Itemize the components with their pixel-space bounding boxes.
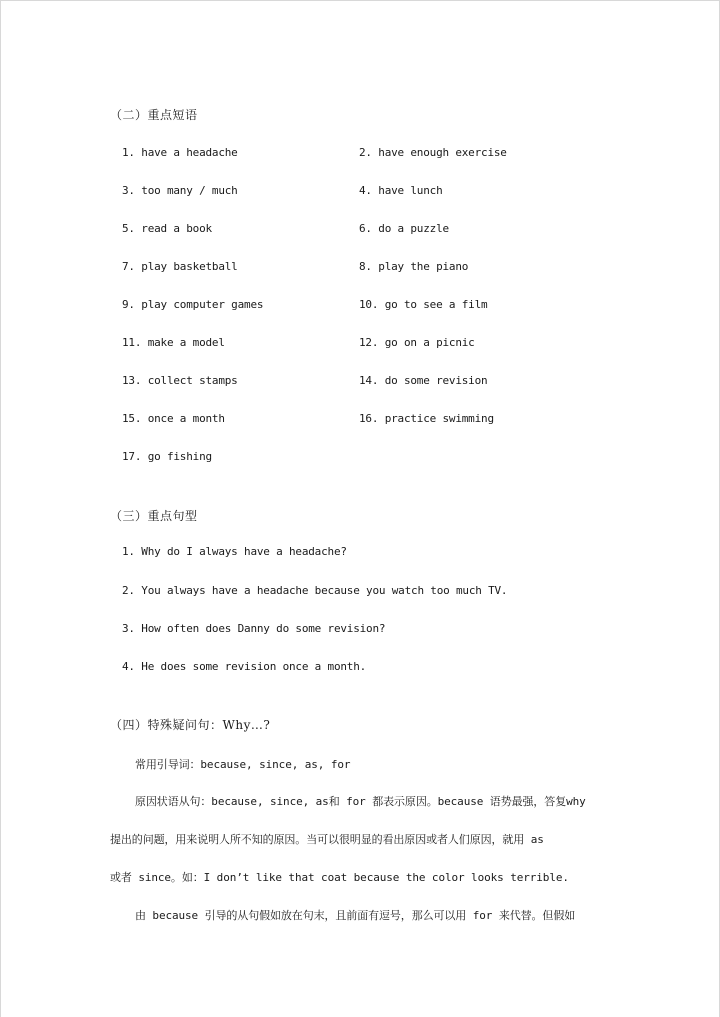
phrase-item: 5. read a book [122, 222, 212, 235]
phrase-item: 9. play computer games [122, 298, 264, 311]
section-2-heading: （二）重点短语 [110, 108, 198, 122]
section-4-heading: （四）特殊疑问句：Why…? [110, 718, 271, 732]
phrase-item: 12. go on a picnic [359, 336, 475, 349]
page-border-left [0, 0, 1, 1017]
section-3-heading: （三）重点句型 [110, 509, 198, 523]
page-border-top [0, 0, 720, 1]
phrase-item: 8. play the piano [359, 260, 469, 273]
phrase-item: 7. play basketball [122, 260, 238, 273]
phrase-item: 15. once a month [122, 412, 225, 425]
sentence-item: 3. How often does Danny do some revision? [122, 622, 386, 635]
phrase-item: 11. make a model [122, 336, 225, 349]
phrase-item: 17. go fishing [122, 450, 212, 463]
phrase-item: 6. do a puzzle [359, 222, 449, 235]
paragraph-line: 原因状语从句：because, since, as和 for 都表示原因。because 语势最强，答复why [135, 795, 586, 808]
paragraph-line: 或者 since。如：I don’t like that coat because the color looks terrible. [110, 871, 569, 884]
phrase-item: 10. go to see a film [359, 298, 488, 311]
phrase-item: 1. have a headache [122, 146, 238, 159]
phrase-item: 16. practice swimming [359, 412, 494, 425]
phrase-item: 14. do some revision [359, 374, 488, 387]
paragraph-line: 由 because 引导的从句假如放在句末，且前面有逗号，那么可以用 for 来代替。但假如 [135, 909, 576, 922]
phrase-item: 4. have lunch [359, 184, 443, 197]
sentence-item: 4. He does some revision once a month. [122, 660, 367, 673]
phrase-item: 13. collect stamps [122, 374, 238, 387]
paragraph-line: 常用引导词：because, since, as, for [135, 758, 351, 771]
paragraph-line: 提出的问题，用来说明人所不知的原因。当可以很明显的看出原因或者人们原因，就用 as [110, 833, 544, 846]
sentence-item: 2. You always have a headache because you watch too much TV. [122, 584, 508, 597]
phrase-item: 3. too many / much [122, 184, 238, 197]
phrase-item: 2. have enough exercise [359, 146, 507, 159]
sentence-item: 1. Why do I always have a headache? [122, 545, 347, 558]
